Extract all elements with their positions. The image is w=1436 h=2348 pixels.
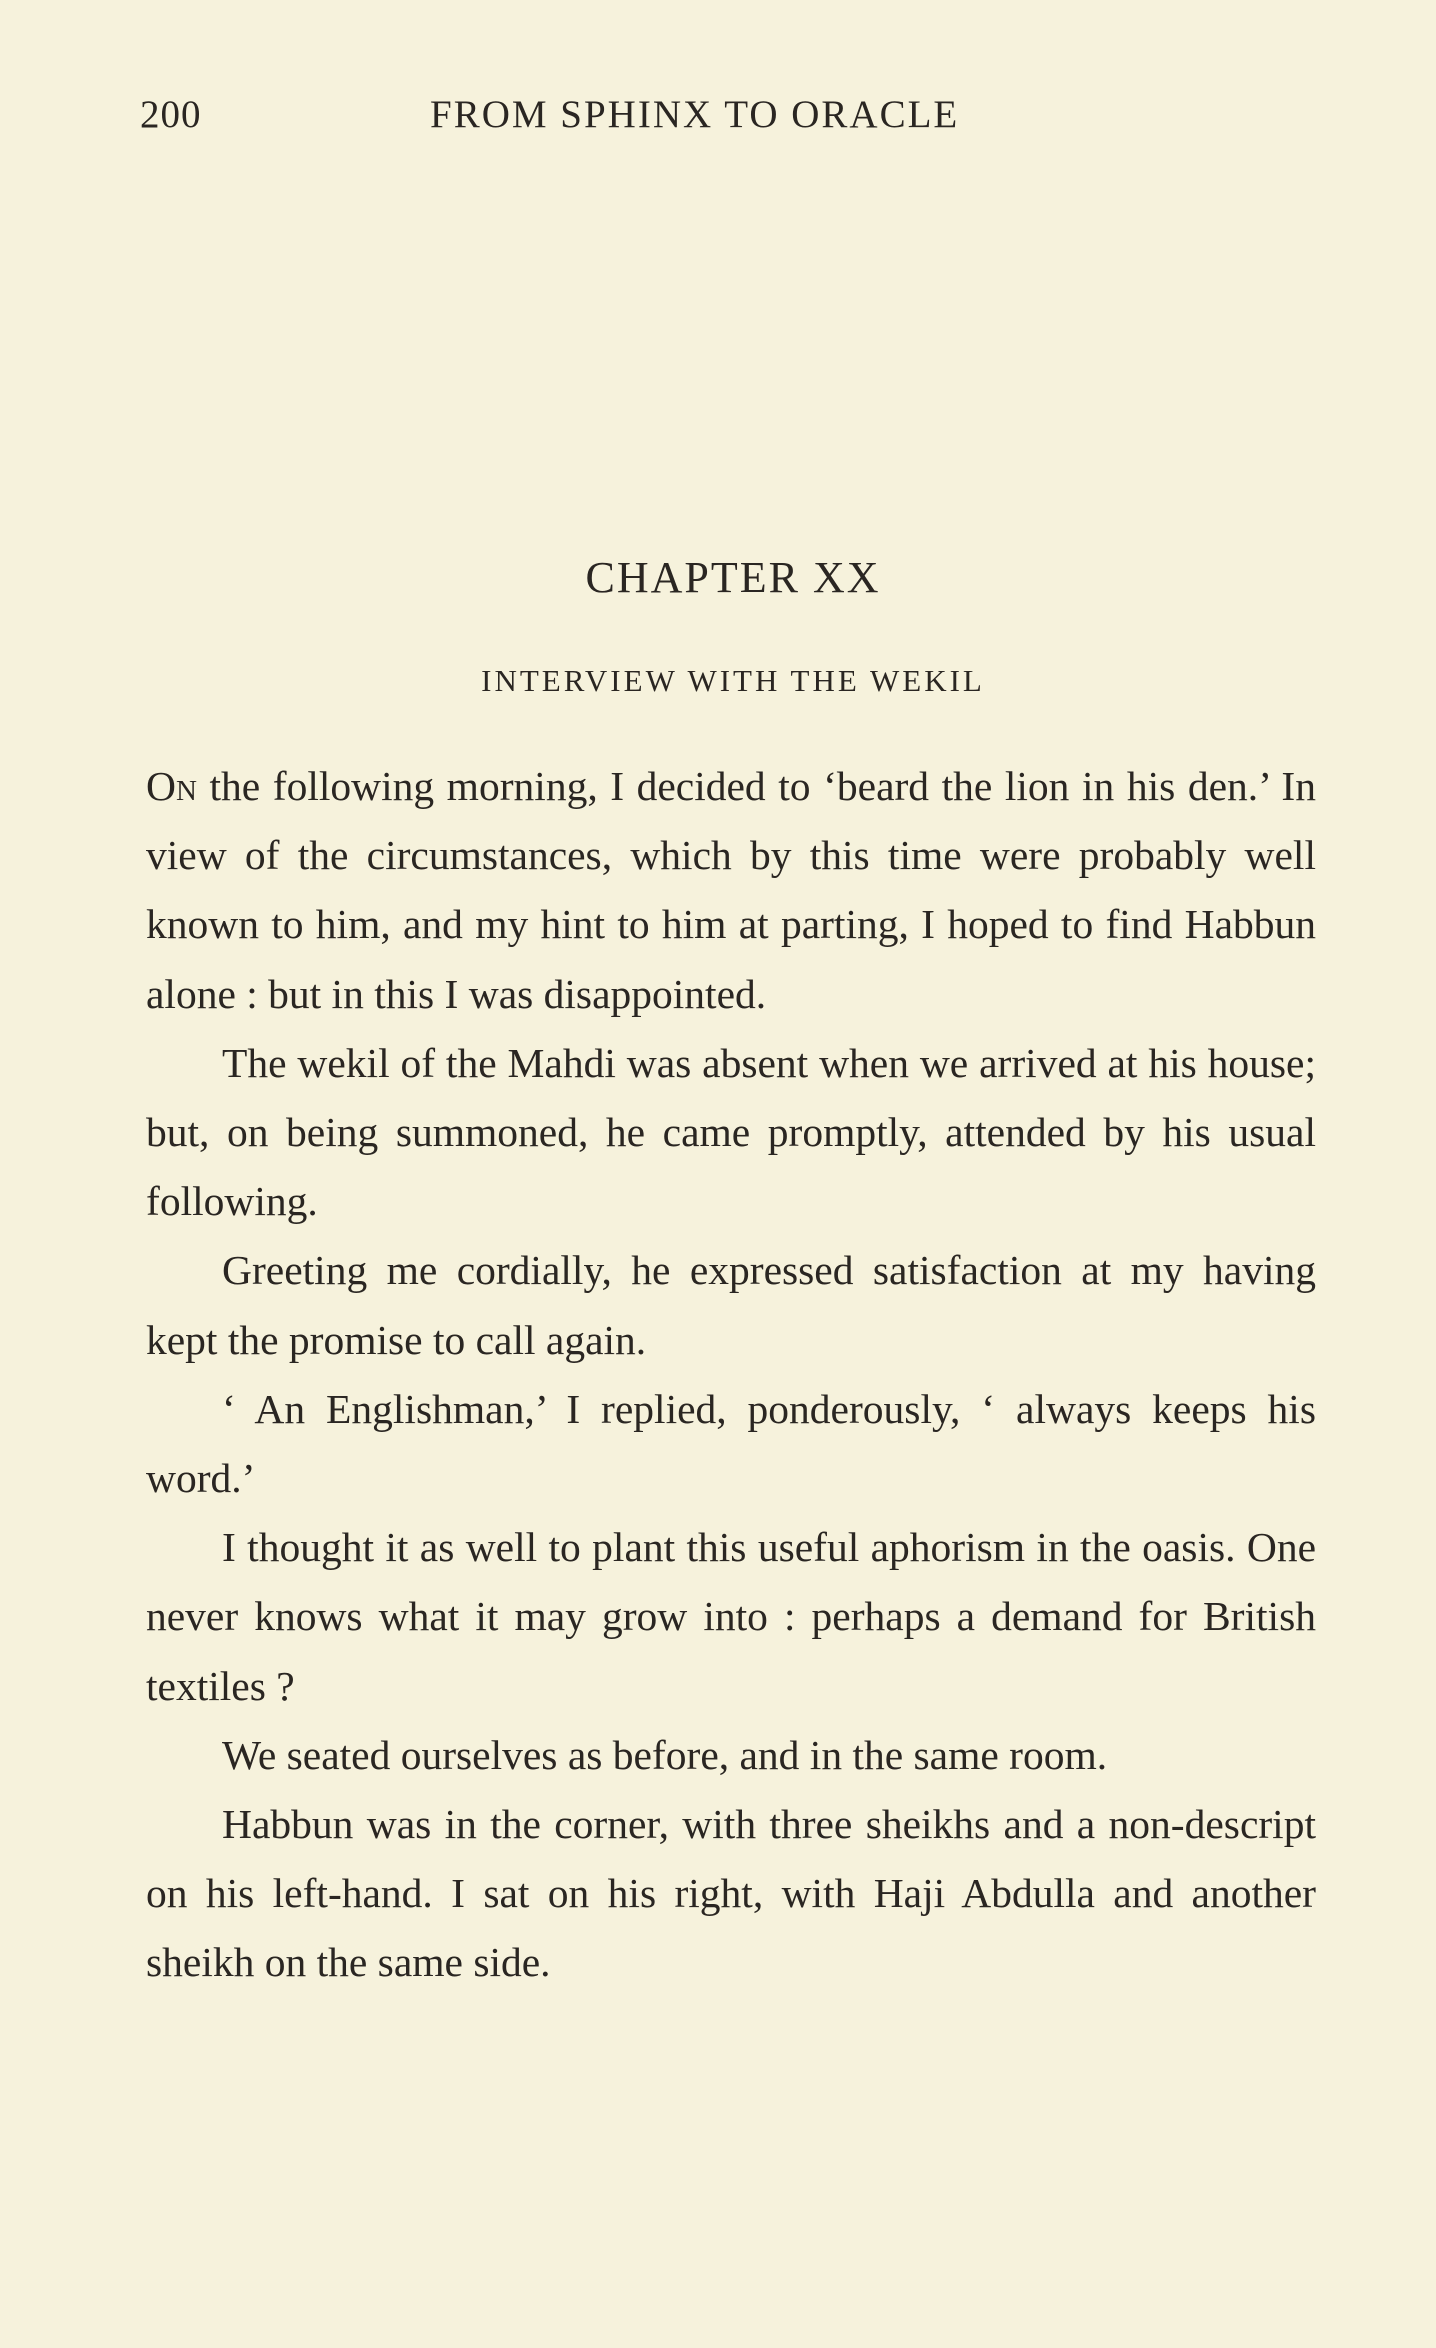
paragraph: The wekil of the Mahdi was absent when we arrived at his house; but, on being summoned, he came promptly, attended by his usual following. bbox=[146, 1039, 1316, 1225]
paragraph-text: the following morning, I decided to ‘beard the lion in his den.’ In view of the circumstances, which by this time were probably well known to him, and my hint to him at parting, I hoped to find Habbun alone : but in this I was disappointed. bbox=[146, 763, 1316, 1017]
paragraph: Habbun was in the corner, with three sheikhs and a non-descript on his left-hand. I sat on his right, with Haji Abdulla and another sheikh on the same side. bbox=[146, 1801, 1316, 1986]
paragraph bbox=[146, 752, 1316, 1029]
paragraph: Greeting me cordially, he expressed satisfaction at my having kept the promise to call again. bbox=[146, 1247, 1316, 1363]
chapter-subtitle: INTERVIEW WITH THE WEKIL bbox=[481, 663, 985, 698]
running-head bbox=[140, 92, 1310, 142]
paragraph: I thought it as well to plant this useful aphorism in the oasis. One never knows what it may grow into : perhaps a demand for British textiles ? bbox=[146, 1524, 1316, 1709]
chapter-title: CHAPTER XX bbox=[585, 553, 881, 602]
running-title: FROM SPHINX TO ORACLE bbox=[430, 93, 960, 136]
opening-word: On bbox=[146, 763, 197, 809]
chapter-body bbox=[146, 752, 1316, 1998]
paragraph: We seated ourselves as before, and in the same room. bbox=[222, 1731, 1108, 1778]
page-number: 200 bbox=[140, 93, 202, 136]
paragraph: ‘ An Englishman,’ I replied, ponderously, ‘ always keeps his word.’ bbox=[146, 1385, 1316, 1502]
